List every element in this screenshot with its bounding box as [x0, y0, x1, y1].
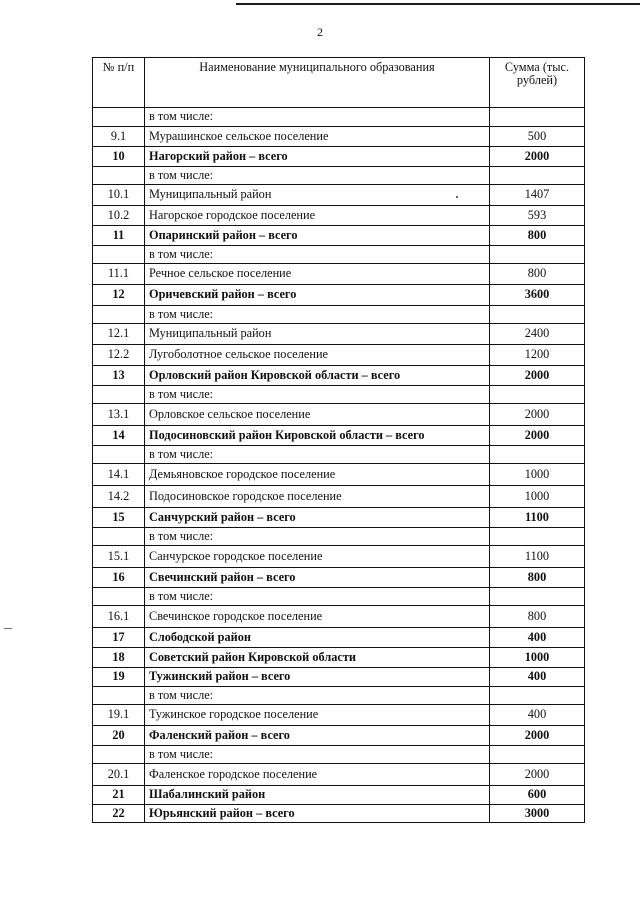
table-row — [93, 507, 585, 527]
row-number: 13.1 — [93, 403, 145, 425]
row-number: 12.2 — [93, 344, 145, 365]
row-number: 10.2 — [93, 205, 145, 225]
row-name: Нагорский район – всего — [145, 146, 490, 166]
table-row — [93, 725, 585, 745]
table-row — [93, 385, 585, 403]
row-name: Речное сельское поселение — [145, 263, 490, 284]
row-sum: 400 — [490, 667, 585, 686]
row-number — [93, 686, 145, 704]
row-number — [93, 385, 145, 403]
table-row — [93, 365, 585, 385]
table-row — [93, 108, 585, 127]
row-sum — [490, 108, 585, 127]
row-sum — [490, 385, 585, 403]
row-sum: 2000 — [490, 763, 585, 785]
page-number: 2 — [317, 25, 323, 39]
row-sum: 1000 — [490, 647, 585, 667]
row-sum — [490, 245, 585, 263]
row-sum — [490, 445, 585, 463]
table-row — [93, 245, 585, 263]
table-row — [93, 184, 585, 205]
table-row — [93, 587, 585, 605]
row-sum: 2000 — [490, 725, 585, 745]
row-number — [93, 745, 145, 763]
allocation-table — [92, 57, 585, 823]
top-rule — [236, 3, 640, 5]
row-number: 21 — [93, 785, 145, 804]
row-sum: 3600 — [490, 284, 585, 305]
row-sum: 800 — [490, 567, 585, 587]
row-sum — [490, 305, 585, 323]
table-row — [93, 166, 585, 184]
row-name: Орловский район Кировской области – всего — [145, 365, 490, 385]
row-number: 15.1 — [93, 545, 145, 567]
row-sum: 800 — [490, 605, 585, 627]
row-number — [93, 166, 145, 184]
row-number: 10.1 — [93, 184, 145, 205]
table-row — [93, 425, 585, 445]
table-row — [93, 686, 585, 704]
row-sum: 800 — [490, 263, 585, 284]
row-number: 19 — [93, 667, 145, 686]
table-row — [93, 704, 585, 725]
row-sum — [490, 686, 585, 704]
row-name: в том числе: — [145, 445, 490, 463]
row-number: 15 — [93, 507, 145, 527]
row-sum: 600 — [490, 785, 585, 804]
table-row — [93, 403, 585, 425]
row-number — [93, 445, 145, 463]
row-number: 20.1 — [93, 763, 145, 785]
table-row — [93, 445, 585, 463]
table-row — [93, 305, 585, 323]
table-row — [93, 126, 585, 146]
row-name: Нагорское городское поселение — [145, 205, 490, 225]
row-name: Подосиновский район Кировской области – всего — [145, 425, 490, 445]
row-sum: 2000 — [490, 146, 585, 166]
scan-mark — [4, 628, 12, 629]
row-name: в том числе: — [145, 527, 490, 545]
row-sum — [490, 166, 585, 184]
row-name: в том числе: — [145, 686, 490, 704]
row-sum — [490, 745, 585, 763]
row-name: Фаленское городское поселение — [145, 763, 490, 785]
row-name: Советский район Кировской области — [145, 647, 490, 667]
table-row — [93, 323, 585, 344]
row-number: 10 — [93, 146, 145, 166]
table-row — [93, 284, 585, 305]
row-sum — [490, 527, 585, 545]
row-name: в том числе: — [145, 166, 490, 184]
row-number: 16.1 — [93, 605, 145, 627]
table-row — [93, 205, 585, 225]
row-sum: 2000 — [490, 365, 585, 385]
table-row — [93, 647, 585, 667]
row-sum: 500 — [490, 126, 585, 146]
row-number: 11.1 — [93, 263, 145, 284]
row-number: 19.1 — [93, 704, 145, 725]
row-sum: 400 — [490, 627, 585, 647]
row-sum: 3000 — [490, 804, 585, 823]
table-body — [93, 108, 585, 823]
row-sum: 1407 — [490, 184, 585, 205]
table-row — [93, 527, 585, 545]
table-row — [93, 545, 585, 567]
table-row — [93, 567, 585, 587]
row-sum: 1000 — [490, 463, 585, 485]
row-name: Шабалинский район — [145, 785, 490, 804]
row-name: Орловское сельское поселение — [145, 403, 490, 425]
row-sum: 1100 — [490, 545, 585, 567]
table-row — [93, 605, 585, 627]
row-sum: 593 — [490, 205, 585, 225]
row-number: 9.1 — [93, 126, 145, 146]
row-sum: 1100 — [490, 507, 585, 527]
row-number: 12 — [93, 284, 145, 305]
row-number: 20 — [93, 725, 145, 745]
row-number: 11 — [93, 225, 145, 245]
table-row — [93, 263, 585, 284]
row-name: Санчурское городское поселение — [145, 545, 490, 567]
scan-dot — [456, 196, 458, 198]
row-number: 14.1 — [93, 463, 145, 485]
row-number: 17 — [93, 627, 145, 647]
table-row — [93, 763, 585, 785]
row-name: Тужинское городское поселение — [145, 704, 490, 725]
row-sum — [490, 587, 585, 605]
row-number — [93, 587, 145, 605]
row-name: Фаленский район – всего — [145, 725, 490, 745]
row-number: 16 — [93, 567, 145, 587]
row-name: в том числе: — [145, 587, 490, 605]
row-number: 13 — [93, 365, 145, 385]
row-sum: 400 — [490, 704, 585, 725]
table-row — [93, 485, 585, 507]
row-name: Демьяновское городское поселение — [145, 463, 490, 485]
table-header-row — [93, 58, 585, 108]
row-name: Муниципальный район — [145, 323, 490, 344]
table-row — [93, 785, 585, 804]
row-name: в том числе: — [145, 305, 490, 323]
row-name: Свечинский район – всего — [145, 567, 490, 587]
row-number — [93, 305, 145, 323]
row-name: Юрьянский район – всего — [145, 804, 490, 823]
row-name: Муниципальный район — [145, 184, 490, 205]
row-number — [93, 527, 145, 545]
table-row — [93, 344, 585, 365]
table-row — [93, 225, 585, 245]
row-number: 18 — [93, 647, 145, 667]
table-row — [93, 463, 585, 485]
row-name: Санчурский район – всего — [145, 507, 490, 527]
table-row — [93, 804, 585, 823]
row-sum: 1200 — [490, 344, 585, 365]
row-name: Слободской район — [145, 627, 490, 647]
header-sum: Сумма (тыс. рублей) — [490, 58, 585, 108]
table-row — [93, 627, 585, 647]
row-number: 12.1 — [93, 323, 145, 344]
table-row — [93, 146, 585, 166]
header-name: Наименование муниципального образования — [145, 58, 490, 108]
row-number — [93, 245, 145, 263]
table-row — [93, 667, 585, 686]
row-name: Подосиновское городское поселение — [145, 485, 490, 507]
row-number: 22 — [93, 804, 145, 823]
row-number: 14 — [93, 425, 145, 445]
row-name: Мурашинское сельское поселение — [145, 126, 490, 146]
row-name: Лугоболотное сельское поселение — [145, 344, 490, 365]
row-name: Свечинское городское поселение — [145, 605, 490, 627]
row-number: 14.2 — [93, 485, 145, 507]
row-sum: 2000 — [490, 425, 585, 445]
row-name: в том числе: — [145, 385, 490, 403]
row-number — [93, 108, 145, 127]
row-sum: 800 — [490, 225, 585, 245]
row-sum: 1000 — [490, 485, 585, 507]
row-name: Тужинский район – всего — [145, 667, 490, 686]
row-name: в том числе: — [145, 108, 490, 127]
row-sum: 2400 — [490, 323, 585, 344]
row-name: Оричевский район – всего — [145, 284, 490, 305]
row-name: в том числе: — [145, 245, 490, 263]
row-sum: 2000 — [490, 403, 585, 425]
table-row — [93, 745, 585, 763]
row-name: в том числе: — [145, 745, 490, 763]
row-name: Опаринский район – всего — [145, 225, 490, 245]
header-num: № п/п — [93, 58, 145, 108]
